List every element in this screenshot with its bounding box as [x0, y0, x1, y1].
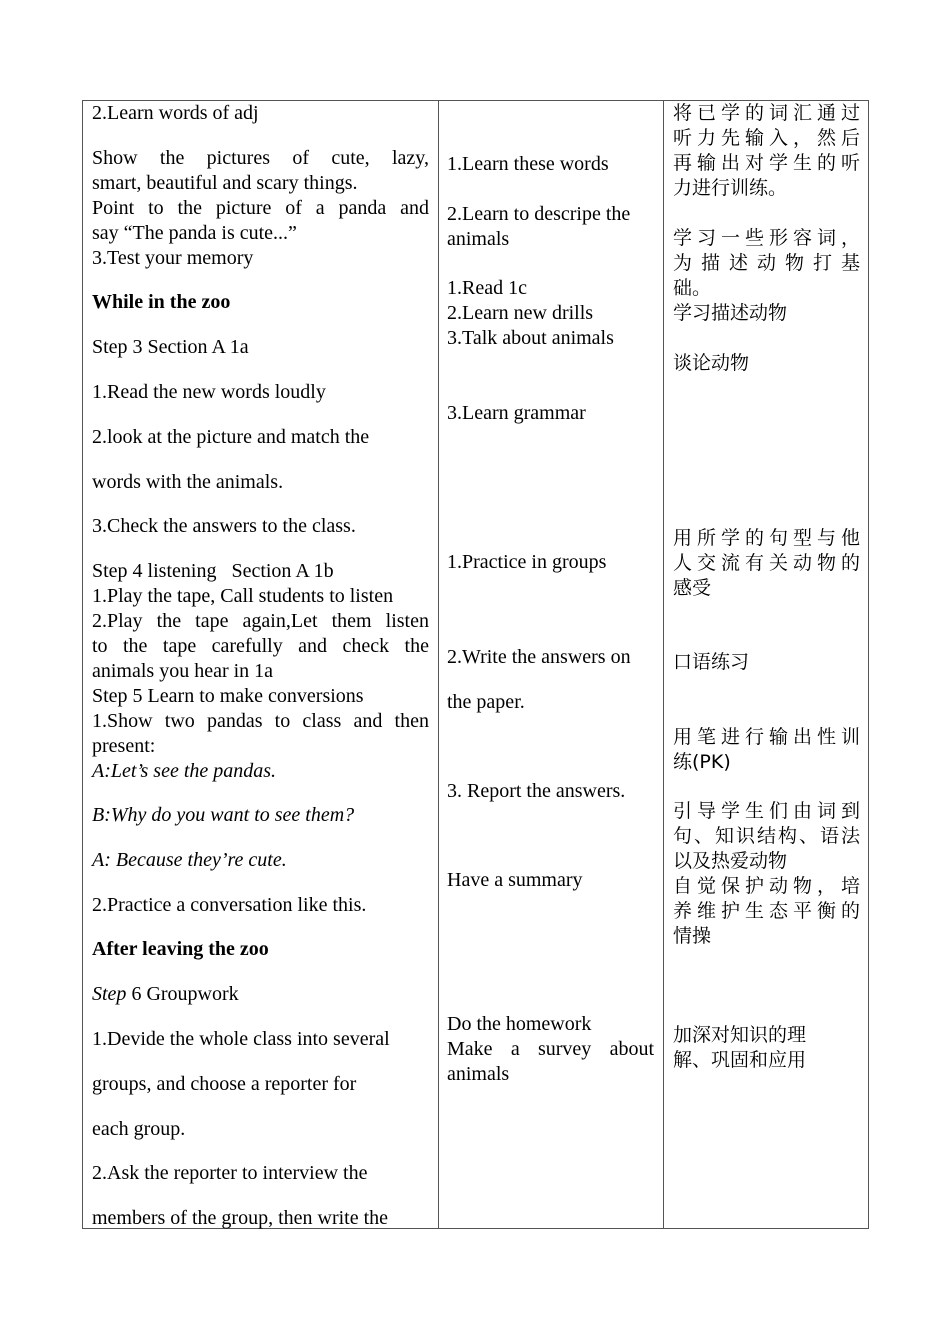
text-line: Step 4 listening Section A 1b: [92, 560, 334, 582]
text-line: 力进行训练。: [673, 177, 788, 199]
text-line: each group.: [92, 1118, 186, 1140]
text-line: present:: [92, 735, 156, 757]
text-line: 再输出对学生的听: [673, 152, 860, 174]
text-line: 2.Write the answers on: [447, 646, 631, 668]
text-line: 3. Report the answers.: [447, 780, 626, 802]
text-line: 2.Learn words of adj: [92, 102, 259, 124]
text-line: 将已学的词汇通过: [673, 102, 860, 124]
text-line: 1.Show two pandas to class and then: [92, 710, 429, 732]
text-line: the paper.: [447, 691, 525, 713]
text-line: 谈论动物: [673, 352, 750, 374]
text-line: Step 3 Section A 1a: [92, 336, 249, 358]
text-line: 引导学生们由词到: [673, 800, 860, 822]
purpose-column: [664, 101, 869, 1228]
text-line: Step 5 Learn to make conversions: [92, 685, 364, 707]
text-line: 1.Learn these words: [447, 153, 609, 175]
text-line: animals: [447, 228, 510, 250]
text-line: 1.Read 1c: [447, 277, 527, 299]
text-line: 为描述动物打基: [673, 252, 860, 274]
text-line: 2.Ask the reporter to interview the: [92, 1162, 368, 1184]
text-line: Have a summary: [447, 869, 583, 891]
text-line: to the tape carefully and check the: [92, 635, 429, 657]
text-line: 以及热爱动物: [673, 850, 788, 872]
text-line: 3.Check the answers to the class.: [92, 515, 356, 537]
step-line: [92, 982, 239, 1007]
text-line: 2.Learn new drills: [447, 302, 594, 324]
step-title: 6 Groupwork: [126, 983, 239, 1005]
text-line: 自觉保护动物，培: [673, 875, 860, 897]
text-line: 2.Play the tape again,Let them listen: [92, 610, 429, 632]
text-line: Show the pictures of cute, lazy,: [92, 147, 429, 169]
text-line: 养维护生态平衡的: [673, 900, 860, 922]
dialogue-line: A: Because they’re cute.: [92, 849, 287, 871]
text-line: 1.Read the new words loudly: [92, 381, 326, 403]
dialogue-line: A:Let’s see the pandas.: [92, 760, 277, 782]
activity-column: [439, 101, 664, 1228]
text-line: 1.Practice in groups: [447, 551, 607, 573]
step-word: Step: [92, 983, 127, 1005]
text-line: 3.Learn grammar: [447, 402, 586, 424]
text-line: words with the animals.: [92, 471, 284, 493]
text-line: 感受: [673, 577, 712, 599]
text-line: 解、巩固和应用: [673, 1049, 807, 1071]
text-line: 人交流有关动物的: [673, 552, 860, 574]
text-line: say “The panda is cute...”: [92, 222, 297, 244]
text-line: smart, beautiful and scary things.: [92, 172, 358, 194]
section-heading: While in the zoo: [92, 291, 231, 313]
text-line: 础。: [673, 277, 712, 299]
text-line: 加深对知识的理: [673, 1024, 807, 1046]
text-line: animals: [447, 1063, 510, 1085]
text-line: 听力先输入，然后: [673, 127, 860, 149]
text-line: Point to the picture of a panda and: [92, 197, 429, 219]
text-line: 2.look at the picture and match the: [92, 426, 370, 448]
text-line: 3.Talk about animals: [447, 327, 614, 349]
dialogue-line: B:Why do you want to see them?: [92, 804, 355, 826]
text-line: 学习描述动物: [673, 302, 788, 324]
text-line: 句、知识结构、语法: [673, 825, 860, 847]
text-line: 3.Test your memory: [92, 247, 254, 269]
text-line: 2.Learn to descripe the: [447, 203, 631, 225]
procedure-column: [83, 101, 439, 1228]
lesson-plan-table: [82, 100, 869, 1229]
text-line: 1.Devide the whole class into several: [92, 1028, 390, 1050]
text-line: 1.Play the tape, Call students to listen: [92, 585, 394, 607]
text-line: members of the group, then write the: [92, 1207, 389, 1229]
section-heading: After leaving the zoo: [92, 938, 269, 960]
text-line: 练(PK): [673, 751, 731, 773]
text-line: 用所学的句型与他: [673, 527, 860, 549]
text-line: Make a survey about: [447, 1038, 654, 1060]
text-line: 学习一些形容词，: [673, 227, 860, 249]
text-line: 2.Practice a conversation like this.: [92, 894, 367, 916]
text-line: 口语练习: [673, 651, 750, 673]
text-line: 用笔进行输出性训: [673, 726, 860, 748]
text-line: animals you hear in 1a: [92, 660, 274, 682]
text-line: groups, and choose a reporter for: [92, 1073, 357, 1095]
text-line: Do the homework: [447, 1013, 592, 1035]
text-line: 情操: [673, 925, 712, 947]
